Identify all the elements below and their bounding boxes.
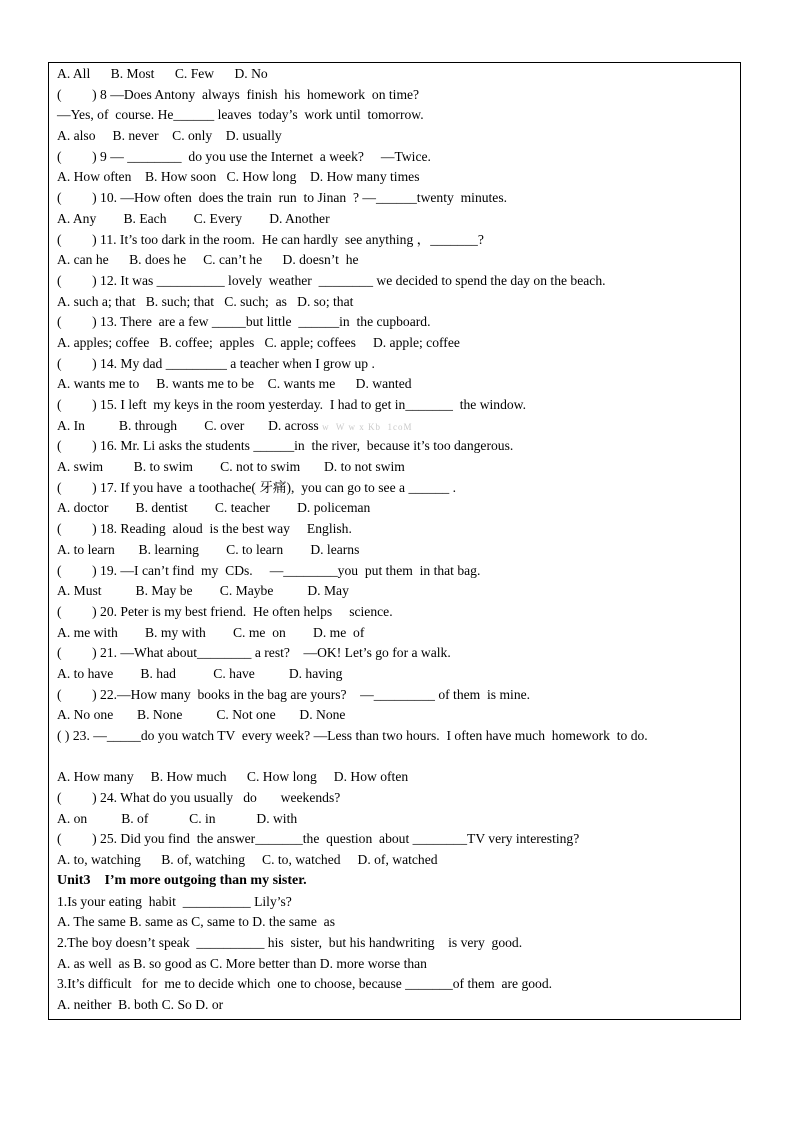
question-14: ( ) 14. My dad _________ a teacher when I grow up .: [57, 355, 375, 371]
text-line: —Yes, of course. He______ leaves today’s work until tomorrow.: [57, 107, 424, 123]
unit3-options-3: A. neither B. both C. So D. or: [57, 996, 224, 1012]
options-15: [57, 416, 737, 437]
unit3-question-3: 3.It’s difficult for me to decide which one to choose, because _______of them are good.: [57, 976, 553, 992]
question-20: ( ) 20. Peter is my best friend. He often helps science.: [57, 603, 393, 619]
options-25: A. to, watching B. of, watching C. to, watched D. of, watched: [57, 852, 438, 868]
options-9: A. How often B. How soon C. How long D. How many times: [57, 169, 420, 185]
blank-line: [57, 747, 737, 768]
question-24: ( ) 24. What do you usually do weekends?: [57, 790, 341, 806]
question-11: ( ) 11. It’s too dark in the room. He can hardly see anything ，_______?: [57, 231, 484, 247]
options-10: A. Any B. Each C. Every D. Another: [57, 210, 330, 226]
options-14: A. wants me to B. wants me to be C. wants me D. wanted: [57, 376, 412, 392]
options-16: A. swim B. to swim C. not to swim D. to not swim: [57, 459, 405, 475]
question-22: ( ) 22.—How many books in the bag are yours? —_________ of them is mine.: [57, 686, 531, 702]
question-9: ( ) 9 — ________ do you use the Internet a week? —Twice.: [57, 148, 431, 164]
question-15: ( ) 15. I left my keys in the room yesterday. I had to get in_______ the window.: [57, 397, 527, 412]
unit3-options-1: A. The same B. same as C, same to D. the same as: [57, 914, 335, 930]
text-line: A. All B. Most C. Few D. No: [57, 66, 268, 81]
options-8: A. also B. never C. only D. usually: [57, 128, 282, 144]
options-12: A. such a; that B. such; that C. such; as D. so; that: [57, 293, 354, 309]
question-10: ( ) 10. —How often does the train run to Jinan ? —______twenty minutes.: [57, 190, 508, 206]
options-13: A. apples; coffee B. coffee; apples C. apple; coffees D. apple; coffee: [57, 334, 460, 350]
question-8: ( ) 8 —Does Antony always finish his homework on time?: [57, 86, 420, 102]
options-24: A. on B. of C. in D. with: [57, 810, 298, 826]
watermark: w W w x Kb 1coM: [322, 421, 413, 432]
unit3-question-1: 1.Is your eating habit __________ Lily’s?: [57, 893, 292, 909]
question-18: ( ) 18. Reading aloud is the best way English.: [57, 521, 352, 537]
question-13: ( ) 13. There are a few _____but little ______in the cupboard.: [57, 314, 431, 330]
question-17: ( ) 17. If you have a toothache( 牙痛), you can go to see a ______ .: [57, 479, 457, 495]
question-25: ( ) 25. Did you find the answer_______the question about ________TV very interesting?: [57, 831, 580, 847]
question-19: ( ) 19. —I can’t find my CDs. —________you put them in that bag.: [57, 562, 481, 578]
options-18: A. to learn B. learning C. to learn D. learns: [57, 541, 360, 557]
options-11: A. can he B. does he C. can’t he D. doesn’t he: [57, 252, 359, 268]
worksheet-content: [57, 64, 737, 1016]
options-17: A. doctor B. dentist C. teacher D. policeman: [57, 500, 371, 516]
unit-heading: Unit3 I’m more outgoing than my sister.: [57, 872, 307, 888]
question-23: ( ) 23. —_____do you watch TV every week? —Less than two hours. I often have much homework to do.: [57, 728, 648, 743]
unit3-options-2: A. as well as B. so good as C. More better than D. more worse than: [57, 955, 427, 971]
options-20: A. me with B. my with C. me on D. me of: [57, 624, 365, 640]
question-21: ( ) 21. —What about________ a rest? —OK! Let’s go for a walk.: [57, 645, 451, 661]
options-22: A. No one B. None C. Not one D. None: [57, 707, 346, 723]
options-19: A. Must B. May be C. Maybe D. May: [57, 583, 349, 599]
question-12: ( ) 12. It was __________ lovely weather ________ we decided to spend the day on the beach.: [57, 272, 606, 288]
options-21: A. to have B. had C. have D. having: [57, 665, 343, 681]
options-23: A. How many B. How much C. How long D. How often: [57, 769, 409, 785]
options-15-text: A. In B. through C. over D. across: [57, 417, 319, 433]
unit3-question-2: 2.The boy doesn’t speak __________ his sister, but his handwriting is very good.: [57, 934, 523, 950]
question-16: ( ) 16. Mr. Li asks the students ______in the river, because it’s too dangerous.: [57, 438, 514, 454]
